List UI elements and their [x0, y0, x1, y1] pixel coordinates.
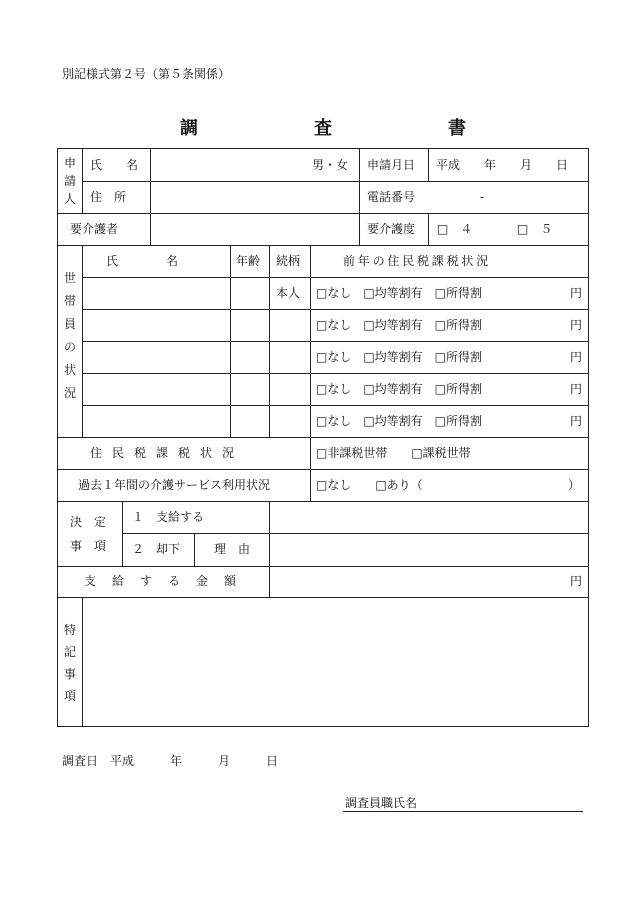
- signature-line: [343, 811, 583, 812]
- decision-item-reject[interactable]: ２ 却下: [132, 542, 181, 556]
- relation-self: 本人: [276, 286, 301, 300]
- tax-options-row-2[interactable]: □なし □均等割有 □所得割: [316, 318, 483, 332]
- column-age: 年齢: [236, 254, 261, 268]
- tax-options-row-3[interactable]: □なし □均等割有 □所得割: [316, 350, 483, 364]
- title-char-1: 調: [180, 118, 198, 139]
- decision-label-top: 決 定: [70, 515, 107, 529]
- household-label-5: 状: [64, 363, 77, 377]
- form-reference: 別記様式第２号（第５条関係）: [62, 67, 231, 81]
- amount-yen-unit: 円: [570, 574, 583, 588]
- phone-separator: -: [480, 190, 485, 204]
- gender-select[interactable]: 男・女: [312, 158, 349, 172]
- care-level-label: 要介護度: [367, 222, 416, 236]
- yen-unit-row-4: 円: [570, 382, 583, 396]
- tax-options-row-4[interactable]: □なし □均等割有 □所得割: [316, 382, 483, 396]
- title-char-2: 査: [314, 118, 332, 139]
- yen-unit-row-5: 円: [570, 414, 583, 428]
- resident-tax-options[interactable]: □非課税世帯 □課税世帯: [316, 446, 471, 460]
- reason-label: 理 由: [214, 542, 251, 556]
- name-label: 氏 名: [90, 158, 139, 172]
- tax-options-row-1[interactable]: □なし □均等割有 □所得割: [316, 286, 483, 300]
- address-label: 住 所: [90, 190, 127, 204]
- household-label-1: 世: [64, 271, 77, 285]
- amount-label: 支給する金額: [84, 574, 253, 588]
- application-date-label: 申請月日: [367, 158, 416, 172]
- household-label-3: 員: [64, 317, 77, 331]
- notes-label-2: 記: [64, 645, 77, 659]
- yen-unit-row-3: 円: [570, 350, 583, 364]
- notes-label-3: 事: [64, 667, 77, 681]
- household-label-4: の: [64, 340, 77, 354]
- yen-unit-row-1: 円: [570, 286, 583, 300]
- resident-tax-label: 住民税課税状況: [90, 446, 245, 460]
- surveyor-name-label: 調査員職氏名: [345, 796, 418, 810]
- household-label-6: 況: [64, 386, 77, 400]
- applicant-label-3: 人: [64, 192, 77, 206]
- care-recipient-label: 要介護者: [70, 222, 119, 236]
- service-usage-label: 過去１年間の介護サービス利用状況: [78, 478, 271, 492]
- applicant-label-2: 請: [64, 174, 77, 188]
- decision-item-pay[interactable]: １ 支給する: [132, 510, 205, 524]
- title-char-3: 書: [448, 118, 466, 139]
- column-relation: 続柄: [276, 254, 301, 268]
- survey-date: 調査日 平成 年 月 日: [62, 754, 279, 768]
- decision-label-bottom: 事 項: [70, 539, 107, 553]
- service-usage-close: ）: [568, 478, 581, 492]
- column-tax-status: 前年の住民税課税状況: [343, 254, 492, 268]
- notes-label-4: 項: [64, 689, 77, 703]
- household-label-2: 帯: [64, 294, 77, 308]
- care-level-option-5[interactable]: □ ５: [517, 222, 553, 236]
- yen-unit-row-2: 円: [570, 318, 583, 332]
- phone-label: 電話番号: [367, 190, 416, 204]
- applicant-label-1: 申: [64, 156, 77, 170]
- care-level-option-4[interactable]: □ ４: [437, 222, 473, 236]
- column-name: 氏 名: [106, 254, 179, 268]
- tax-options-row-5[interactable]: □なし □均等割有 □所得割: [316, 414, 483, 428]
- service-usage-options[interactable]: □なし □あり（: [316, 478, 423, 492]
- notes-label-1: 特: [64, 623, 77, 637]
- application-date-value: 平成 年 月 日: [436, 158, 569, 172]
